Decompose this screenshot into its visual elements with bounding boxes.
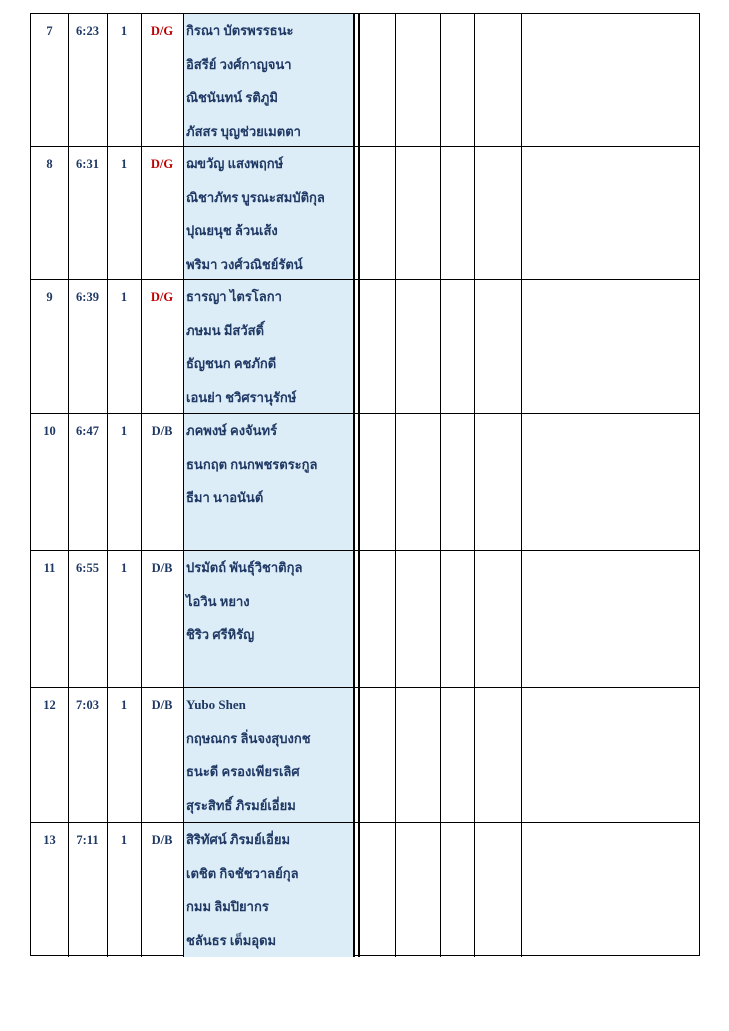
column-divider [141,414,142,550]
column-divider [440,147,441,279]
cell-no: 10 [43,424,56,438]
column-divider [141,688,142,822]
player-name: กิรณา บัตรพรรธนะ [186,23,294,38]
player-name: ธนะดี ครองเพียรเลิศ [186,764,300,779]
column-divider [440,688,441,822]
column-divider [521,14,522,146]
cell-no: 8 [46,157,53,171]
column-divider [353,414,355,550]
column-divider [358,551,360,687]
column-divider [68,14,69,146]
column-divider [395,14,396,146]
column-divider [353,280,355,413]
player-name: อิสรีย์ วงศ์กาญจนา [186,56,292,72]
column-divider [395,688,396,822]
column-divider [395,147,396,279]
column-divider [358,280,360,413]
cell-hole: 1 [120,561,128,575]
player-name: เอนย่า ชวิศรานุรักษ์ [186,389,297,405]
column-divider [183,414,184,550]
cell-no: 12 [43,698,56,712]
player-name: กฤษณกร ลิ่นจงสุบงกช [186,730,311,746]
cell-players [183,414,353,550]
player-name: ธารญา ไตรโลกา [186,289,282,304]
column-divider [183,147,184,279]
column-divider [358,823,360,957]
cell-hole: 1 [120,833,128,847]
cell-players [183,551,353,687]
column-divider [358,14,360,146]
column-divider [474,688,475,822]
column-divider [353,823,355,957]
column-divider [107,14,108,146]
column-divider [141,280,142,413]
column-divider [474,147,475,279]
column-divider [141,551,142,687]
cell-hole: 1 [120,157,128,171]
column-divider [521,551,522,687]
column-divider [358,414,360,550]
player-name: ชลันธร เต็มอุดม [186,932,277,948]
column-divider [521,823,522,957]
player-name: ภัสสร บุญช่วยเมตตา [186,123,301,139]
table-row [31,414,699,551]
player-name: Yubo Shen [186,697,246,712]
cell-players [183,823,353,957]
cell-time: 7:03 [76,698,99,712]
cell-division: D/G [150,24,174,38]
column-divider [395,414,396,550]
cell-players [183,147,353,279]
cell-time: 6:23 [76,24,99,38]
column-divider [353,14,355,146]
table-row [31,688,699,823]
cell-hole: 1 [120,290,128,304]
column-divider [474,414,475,550]
column-divider [353,551,355,687]
table-row [31,14,699,147]
column-divider [68,414,69,550]
cell-time: 6:47 [76,424,99,438]
column-divider [68,823,69,957]
column-divider [107,688,108,822]
column-divider [353,147,355,279]
column-divider [440,414,441,550]
player-name: เตชิต กิจชัชวาลย์กุล [186,865,299,881]
cell-division: D/B [151,424,173,438]
player-name: สุระสิทธิ์ ภิรมย์เอี่ยม [186,797,296,813]
column-divider [141,823,142,957]
cell-division: D/G [150,290,174,304]
cell-no: 11 [43,561,56,575]
cell-division: D/B [151,561,173,575]
column-divider [107,280,108,413]
column-divider [107,823,108,957]
player-name: ปุณยนุช ล้วนเส้ง [186,223,278,238]
column-divider [474,14,475,146]
column-divider [440,823,441,957]
table-row [31,280,699,414]
cell-players [183,14,353,146]
column-divider [68,147,69,279]
tee-time-table [30,13,700,956]
cell-no: 9 [46,290,53,304]
column-divider [440,14,441,146]
column-divider [521,147,522,279]
column-divider [395,551,396,687]
cell-hole: 1 [120,24,128,38]
column-divider [521,688,522,822]
column-divider [141,14,142,146]
column-divider [474,551,475,687]
cell-time: 6:55 [76,561,99,575]
column-divider [183,688,184,822]
table-row [31,551,699,688]
column-divider [183,823,184,957]
column-divider [68,688,69,822]
column-divider [474,823,475,957]
cell-division: D/G [150,157,174,171]
cell-time: 6:39 [76,290,99,304]
column-divider [440,280,441,413]
column-divider [107,147,108,279]
player-name: ปรมัตถ์ พันธุ์วิชาติกุล [186,560,303,575]
player-name: ธนกฤต กนกพชรตระกูล [186,456,318,472]
cell-hole: 1 [120,424,128,438]
player-name: ภคพงษ์ คงจันทร์ [186,423,278,438]
table-row [31,147,699,280]
player-name: ธัญชนก คชภักดี [186,356,277,371]
column-divider [521,414,522,550]
player-name: สิริทัศน์ ภิรมย์เอี่ยม [186,832,291,847]
cell-no: 7 [46,24,53,38]
column-divider [358,147,360,279]
player-name: ไอวิน หยาง [186,593,250,609]
column-divider [395,280,396,413]
player-name: ณิชาภัทร บูรณะสมบัติกุล [186,189,325,205]
player-name: กมม ลิมปิยากร [186,899,269,914]
column-divider [440,551,441,687]
cell-players [183,688,353,822]
column-divider [183,14,184,146]
cell-time: 7:11 [76,833,99,847]
column-divider [68,280,69,413]
column-divider [358,688,360,822]
cell-division: D/B [151,698,173,712]
cell-time: 6:31 [76,157,99,171]
player-name: ภษมน มีสวัสดิ์ [186,322,265,338]
column-divider [353,688,355,822]
cell-division: D/B [151,833,173,847]
column-divider [474,280,475,413]
column-divider [141,147,142,279]
player-name: ธีมา นาอนันต์ [186,490,264,505]
column-divider [107,551,108,687]
column-divider [107,414,108,550]
column-divider [183,280,184,413]
player-name: พริมา วงศ์วณิชย์รัตน์ [186,256,303,272]
cell-hole: 1 [120,698,128,712]
table-row [31,823,699,957]
player-name: ชิริว ศรีหิรัญ [186,627,255,642]
column-divider [521,280,522,413]
player-name: ณิชนันทน์ รติภูมิ [186,90,278,105]
cell-no: 13 [43,833,56,847]
column-divider [395,823,396,957]
column-divider [183,551,184,687]
cell-players [183,280,353,413]
column-divider [68,551,69,687]
player-name: ฌขวัญ แสงพฤกษ์ [186,156,284,171]
